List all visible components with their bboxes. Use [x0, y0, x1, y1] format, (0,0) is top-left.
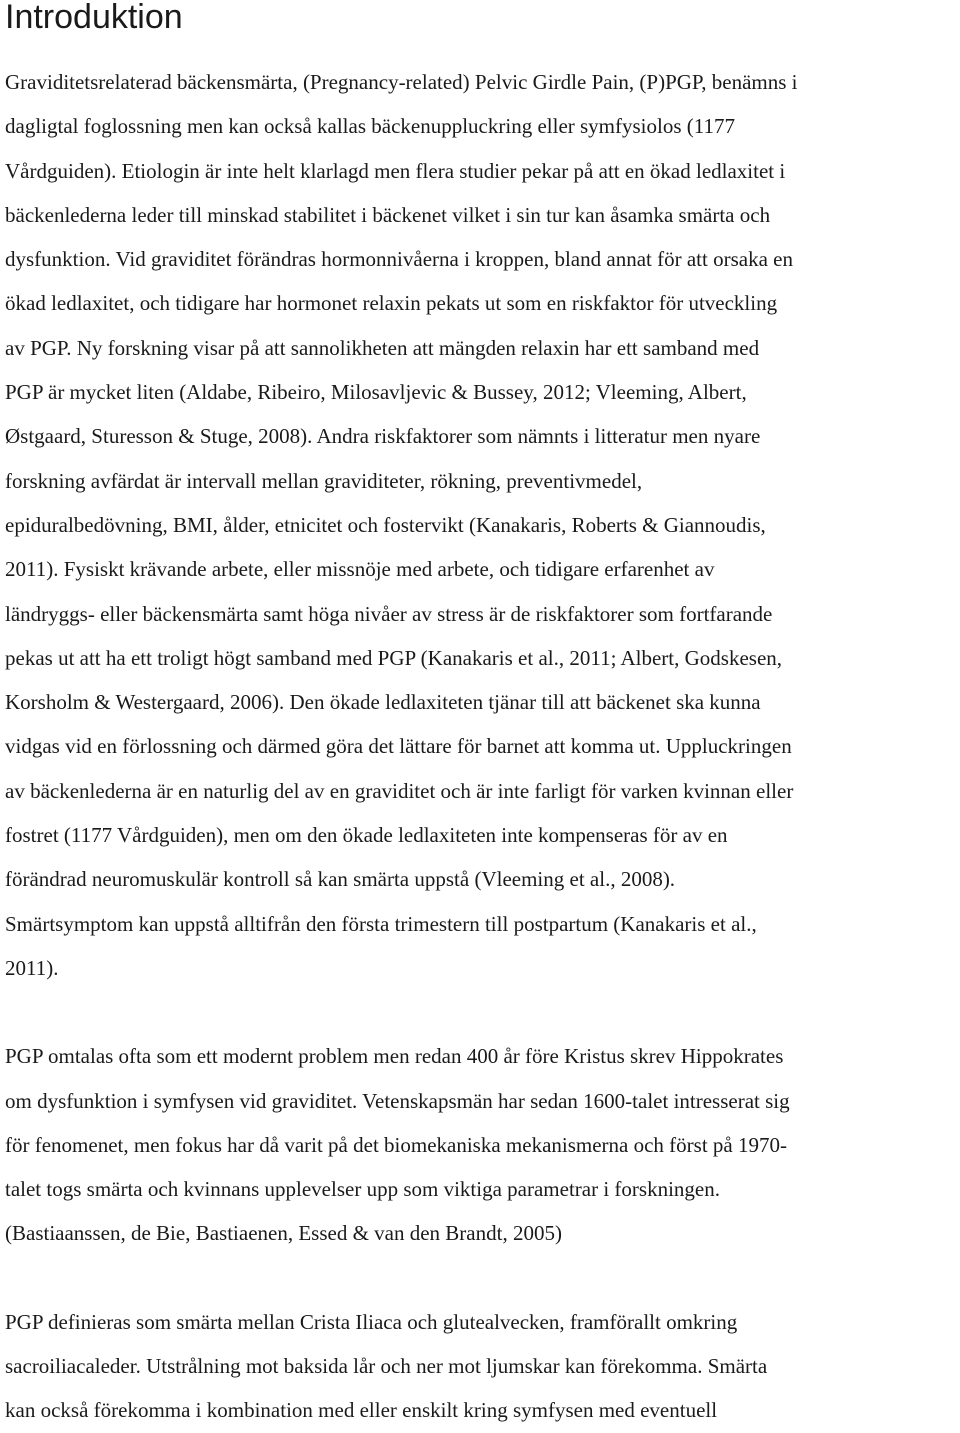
paragraph-line: ländryggs- eller bäckensmärta samt höga nivåer av stress är de riskfaktorer som fortfarande — [5, 601, 773, 626]
paragraph-line: 2011). Fysiskt krävande arbete, eller missnöje med arbete, och tidigare erfarenhet av — [5, 557, 715, 582]
paragraph-line: Vårdguiden). Etiologin är inte helt klarlagd men flera studier pekar på att en ökad ledlaxitet i — [5, 158, 786, 183]
paragraph-line: Smärtsymptom kan uppstå alltifrån den första trimestern till postpartum (Kanakaris et al., — [5, 911, 757, 936]
paragraph-line: för fenomenet, men fokus har då varit på det biomekaniska mekanismerna och först på 1970- — [5, 1132, 787, 1157]
paragraph-line: pekas ut att ha ett troligt högt samband med PGP (Kanakaris et al., 2011; Albert, Godskesen, — [5, 645, 783, 670]
paragraph-line: vidgas vid en förlossning och därmed göra det lättare för barnet att komma ut. Uppluckringen — [5, 734, 792, 759]
paragraph-line: Graviditetsrelaterad bäckensmärta, (Pregnancy-related) Pelvic Girdle Pain, (P)PGP, benämns i — [5, 70, 798, 94]
paragraph-line: forskning avfärdat är intervall mellan graviditeter, rökning, preventivmedel, — [5, 468, 643, 493]
paragraph-line: sacroiliacaleder. Utstrålning mot baksida lår och ner mot ljumskar kan förekomma. Smärta — [5, 1354, 768, 1379]
paragraph-line: (Bastiaanssen, de Bie, Bastiaenen, Essed & van den Brandt, 2005) — [5, 1221, 562, 1246]
paragraph-line: Korsholm & Westergaard, 2006). Den ökade ledlaxiteten tjänar till att bäckenet ska kunna — [5, 690, 761, 715]
paragraph-line: kan också förekomma i kombination med eller enskilt kring symfysen med eventuell — [5, 1398, 718, 1423]
section-heading: Introduktion — [5, 0, 183, 36]
paragraph-line: PGP omtalas ofta som ett modernt problem men redan 400 år före Kristus skrev Hippokrates — [5, 1044, 784, 1069]
paragraph-line: PGP är mycket liten (Aldabe, Ribeiro, Milosavljevic & Bussey, 2012; Vleeming, Albert, — [5, 380, 747, 405]
paragraph-etiology — [5, 60, 950, 990]
paragraph-line: dagligtal foglossning men kan också kallas bäckenuppluckring eller symfysiolos (1177 — [5, 114, 735, 139]
paragraph-line: av PGP. Ny forskning visar på att sannolikheten att mängden relaxin har ett samband med — [5, 335, 760, 360]
paragraph-line: förändrad neuromuskulär kontroll så kan smärta uppstå (Vleeming et al., 2008). — [5, 867, 676, 892]
document-page — [5, 0, 950, 1433]
paragraph-line: fostret (1177 Vårdguiden), men om den ökade ledlaxiteten inte kompenseras för av en — [5, 823, 728, 848]
paragraph-line: dysfunktion. Vid graviditet förändras hormonnivåerna i kroppen, bland annat för att orsaka en — [5, 247, 793, 272]
paragraph-line: om dysfunktion i symfysen vid graviditet. Vetenskapsmän har sedan 1600-talet intresserat sig — [5, 1088, 790, 1113]
paragraph-line: bäckenlederna leder till minskad stabilitet i bäckenet vilket i sin tur kan åsamka smärta och — [5, 202, 771, 227]
paragraph-line: PGP definieras som smärta mellan Crista Iliaca och glutealvecken, framförallt omkring — [5, 1309, 738, 1334]
paragraph-line: av bäckenlederna är en naturlig del av en graviditet och är inte farligt för varken kvinnan eller — [5, 778, 794, 803]
paragraph-line: epiduralbedövning, BMI, ålder, etnicitet och fostervikt (Kanakaris, Roberts & Giannoudis, — [5, 512, 766, 537]
paragraph-line: ökad ledlaxitet, och tidigare har hormonet relaxin pekats ut som en riskfaktor för utveckling — [5, 291, 778, 316]
paragraph-line: talet togs smärta och kvinnans upplevelser upp som viktiga parametrar i forskningen. — [5, 1177, 720, 1202]
paragraph-line: 2011). — [5, 955, 59, 980]
paragraph-history — [5, 1034, 950, 1255]
paragraph-definition — [5, 1300, 950, 1433]
paragraph-line: Østgaard, Sturesson & Stuge, 2008). Andra riskfaktorer som nämnts i litteratur men nyare — [5, 424, 761, 449]
